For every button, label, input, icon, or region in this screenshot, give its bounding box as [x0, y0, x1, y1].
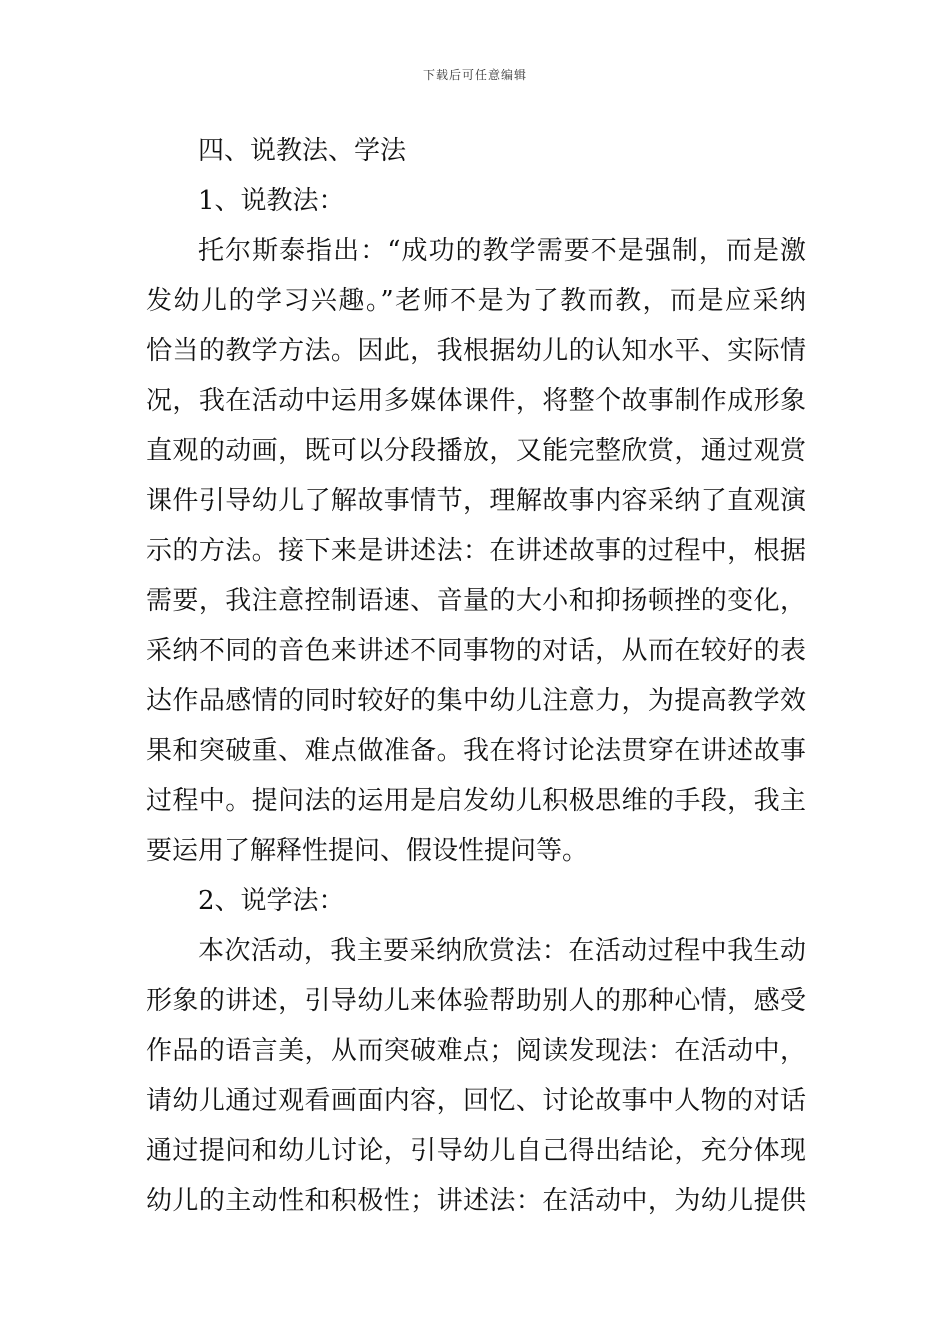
paragraph-line: 果和突破重、难点做准备。我在将讨论法贯穿在讲述故事	[146, 736, 806, 766]
section-heading: 四、说教法、学法	[198, 136, 407, 166]
paragraph-line: 请幼儿通过观看画面内容，回忆、讨论故事中人物的对话	[146, 1086, 806, 1116]
subsection-heading-teaching-method: 1、说教法：	[198, 186, 345, 216]
paragraph-line: 本次活动，我主要采纳欣赏法：在活动过程中我生动	[198, 936, 806, 966]
paragraph-line: 形象的讲述，引导幼儿来体验帮助别人的那种心情，感受	[146, 986, 806, 1016]
page-header-note: 下载后可任意编辑	[422, 68, 527, 82]
paragraph-line: 要运用了解释性提问、假设性提问等。	[146, 836, 589, 866]
paragraph-line: 幼儿的主动性和积极性；讲述法：在活动中，为幼儿提供	[146, 1186, 806, 1216]
paragraph-line: 达作品感情的同时较好的集中幼儿注意力，为提高教学效	[146, 686, 806, 716]
subsection-heading-learning-method: 2、说学法：	[198, 886, 345, 916]
paragraph-line: 课件引导幼儿了解故事情节，理解故事内容采纳了直观演	[146, 486, 806, 516]
paragraph-line: 况，我在活动中运用多媒体课件，将整个故事制作成形象	[146, 386, 806, 416]
paragraph-line: 托尔斯泰指出：“成功的教学需要不是强制，而是激	[198, 236, 806, 266]
paragraph-line: 发幼儿的学习兴趣。”老师不是为了教而教，而是应采纳	[146, 286, 806, 316]
paragraph-line: 通过提问和幼儿讨论，引导幼儿自己得出结论，充分体现	[146, 1136, 806, 1166]
paragraph-line: 过程中。提问法的运用是启发幼儿积极思维的手段，我主	[146, 786, 806, 816]
paragraph-line: 作品的语言美，从而突破难点；阅读发现法：在活动中，	[146, 1036, 806, 1066]
paragraph-line: 示的方法。接下来是讲述法：在讲述故事的过程中，根据	[146, 536, 806, 566]
paragraph-line: 直观的动画，既可以分段播放，又能完整欣赏，通过观赏	[146, 436, 806, 466]
paragraph-line: 需要，我注意控制语速、音量的大小和抑扬顿挫的变化，	[146, 586, 806, 616]
paragraph-line: 恰当的教学方法。因此，我根据幼儿的认知水平、实际情	[146, 336, 806, 366]
paragraph-line: 采纳不同的音色来讲述不同事物的对话，从而在较好的表	[146, 636, 806, 666]
document-body	[146, 126, 806, 1226]
